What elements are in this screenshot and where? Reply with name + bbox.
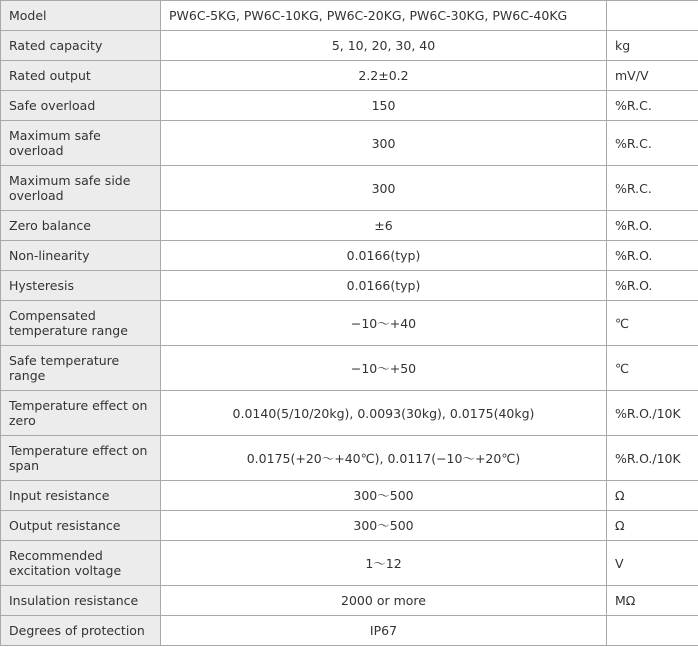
spec-label: Maximum safe overload: [1, 121, 161, 166]
spec-label: Safe overload: [1, 91, 161, 121]
spec-label: Safe temperature range: [1, 346, 161, 391]
spec-value: 0.0166(typ): [161, 271, 607, 301]
spec-row: [1, 436, 698, 481]
spec-value: 0.0140(5/10/20kg), 0.0093(30kg), 0.0175(40kg): [161, 391, 607, 436]
spec-row: [1, 31, 698, 61]
spec-row: [1, 91, 698, 121]
spec-value: 300: [161, 121, 607, 166]
spec-unit: mV/V: [607, 61, 698, 91]
spec-value: 300: [161, 166, 607, 211]
spec-row: [1, 586, 698, 616]
spec-label: Zero balance: [1, 211, 161, 241]
spec-value: 0.0175(+20～+40℃), 0.0117(−10～+20℃): [161, 436, 607, 481]
spec-unit: Ω: [607, 481, 698, 511]
spec-label: Degrees of protection: [1, 616, 161, 646]
spec-label: Output resistance: [1, 511, 161, 541]
spec-value: ±6: [161, 211, 607, 241]
spec-row: [1, 346, 698, 391]
spec-value: 300～500: [161, 511, 607, 541]
spec-label: Rated capacity: [1, 31, 161, 61]
spec-row: [1, 511, 698, 541]
spec-label: Insulation resistance: [1, 586, 161, 616]
spec-label: Non-linearity: [1, 241, 161, 271]
spec-label: Temperature effect on zero: [1, 391, 161, 436]
spec-value: PW6C-5KG, PW6C-10KG, PW6C-20KG, PW6C-30KG, PW6C-40KG: [161, 1, 607, 31]
spec-value: 150: [161, 91, 607, 121]
spec-row: [1, 241, 698, 271]
specifications-body: [1, 1, 698, 646]
spec-row: [1, 391, 698, 436]
spec-row: [1, 481, 698, 511]
spec-row: [1, 1, 698, 31]
spec-row: [1, 271, 698, 301]
spec-unit: %R.O./10K: [607, 391, 698, 436]
spec-value: 1～12: [161, 541, 607, 586]
spec-row: [1, 121, 698, 166]
spec-unit: ℃: [607, 301, 698, 346]
spec-value: −10～+40: [161, 301, 607, 346]
spec-unit: %R.O./10K: [607, 436, 698, 481]
spec-unit: %R.O.: [607, 241, 698, 271]
spec-unit: %R.C.: [607, 121, 698, 166]
spec-unit: [607, 1, 698, 31]
spec-unit: [607, 616, 698, 646]
spec-value: 2.2±0.2: [161, 61, 607, 91]
spec-row: [1, 166, 698, 211]
spec-label: Maximum safe side overload: [1, 166, 161, 211]
spec-unit: %R.O.: [607, 211, 698, 241]
spec-label: Recommended excitation voltage: [1, 541, 161, 586]
spec-unit: Ω: [607, 511, 698, 541]
spec-unit: V: [607, 541, 698, 586]
spec-value: 0.0166(typ): [161, 241, 607, 271]
spec-value: 300～500: [161, 481, 607, 511]
spec-label: Rated output: [1, 61, 161, 91]
spec-row: [1, 301, 698, 346]
spec-unit: %R.C.: [607, 91, 698, 121]
spec-row: [1, 211, 698, 241]
spec-unit: %R.O.: [607, 271, 698, 301]
spec-label: Hysteresis: [1, 271, 161, 301]
spec-unit: ℃: [607, 346, 698, 391]
spec-row: [1, 541, 698, 586]
spec-label: Model: [1, 1, 161, 31]
spec-unit: %R.C.: [607, 166, 698, 211]
spec-row: [1, 616, 698, 646]
spec-label: Temperature effect on span: [1, 436, 161, 481]
spec-unit: MΩ: [607, 586, 698, 616]
spec-row: [1, 61, 698, 91]
spec-label: Input resistance: [1, 481, 161, 511]
spec-value: 2000 or more: [161, 586, 607, 616]
spec-label: Compensated temperature range: [1, 301, 161, 346]
spec-value: −10～+50: [161, 346, 607, 391]
spec-value: 5, 10, 20, 30, 40: [161, 31, 607, 61]
spec-unit: kg: [607, 31, 698, 61]
spec-value: IP67: [161, 616, 607, 646]
